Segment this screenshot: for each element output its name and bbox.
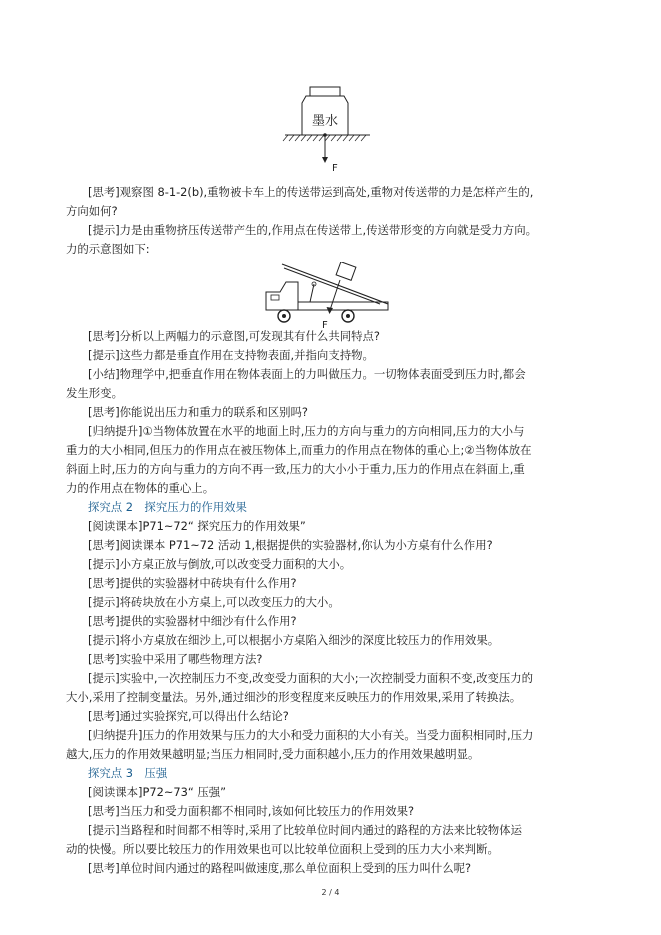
paragraph	[88, 403, 633, 422]
text-line: [思考]你能说出压力和重力的联系和区别吗?	[88, 405, 308, 419]
text-line: [思考]分析以上两幅力的示意图,可发现其有什么共同特点?	[88, 329, 380, 343]
bottle-cap	[310, 87, 340, 96]
text-line: 力的作用点在物体的重心上。	[66, 481, 215, 495]
text-line: [归纳提升]压力的作用效果与压力的大小和受力面积的大小有关。当受力面积相同时,压力	[88, 728, 534, 742]
text-line: [提示]将小方桌放在细沙上,可以根据小方桌陷入细沙的深度比较压力的作用效果。	[88, 633, 500, 647]
paragraph	[88, 631, 633, 650]
text-line: [小结]物理学中,把垂直作用在物体表面上的力叫做压力。一切物体表面受到压力时,都会	[88, 367, 526, 381]
text-line: [思考]通过实验探究,可以得出什么结论?	[88, 709, 289, 723]
text-line: 重力的大小相同,但压力的作用点在被压物体上,而重力的作用点在物体的重心上;②当物体放在	[66, 443, 532, 457]
text-line: [阅读课本]P72~73“ 压强”	[88, 785, 227, 799]
heading-text: 探究点 3 压强	[88, 766, 168, 780]
paragraph	[88, 346, 633, 365]
text-line: 发生形变。	[66, 386, 123, 400]
text-line: 动的快慢。所以要比较压力的作用效果也可以比较单位面积上受到的压力大小来判断。	[66, 842, 499, 856]
paragraph	[88, 327, 633, 346]
paragraph	[66, 183, 633, 221]
text-line: [思考]提供的实验器材中砖块有什么作用?	[88, 576, 297, 590]
text-line: 越大,压力的作用效果越明显;当压力相同时,受力面积越小,压力的作用效果越明显。	[66, 747, 480, 761]
text-line: [提示]小方桌正放与倒放,可以改变受力面积的大小。	[88, 557, 352, 571]
force-arrowhead-1	[322, 157, 328, 163]
text-line: [提示]这些力都是垂直作用在支持物表面,并指向支持物。	[88, 348, 374, 362]
force-label-1: F	[332, 163, 338, 173]
text-line: [思考]提供的实验器材中细沙有什么作用?	[88, 614, 297, 628]
text-line: [思考]实验中采用了哪些物理方法?	[88, 652, 263, 666]
text-line: [提示]力是由重物挤压传送带产生的,作用点在传送带上,传送带形变的方向就是受力方向。	[88, 223, 537, 237]
text-line: [思考]观察图 8-1-2(b),重物被卡车上的传送带运到高处,重物对传送带的力是怎样产生的,	[88, 185, 534, 199]
text-line: [提示]将砖块放在小方桌上,可以改变压力的大小。	[88, 595, 340, 609]
text-line: 方向如何?	[66, 204, 118, 218]
heading-text: 探究点 2 探究压力的作用效果	[88, 500, 247, 514]
ink-bottle-figure	[280, 85, 375, 173]
paragraph	[66, 365, 633, 403]
text-line: 力的示意图如下:	[66, 242, 150, 256]
paragraph	[88, 783, 633, 802]
paragraph	[88, 612, 633, 631]
text-line: [提示]当路程和时间都不相等时,采用了比较单位时间内通过的路程的方法来比较物体运	[88, 823, 522, 837]
paragraph	[88, 536, 633, 555]
text-line: [提示]实验中,一次控制压力不变,改变受力面积的大小;一次控制受力面积不变,改变压力的	[88, 671, 534, 685]
document-body	[66, 183, 633, 878]
ink-label: 墨水	[311, 114, 339, 129]
force-label-2: F	[322, 320, 328, 331]
section-heading	[88, 498, 633, 517]
text-line: [思考]当压力和受力面积都不相同时,该如何比较压力的作用效果?	[88, 804, 415, 818]
text-line: [思考]阅读课本 P71~72 活动 1,根据提供的实验器材,你认为小方桌有什么作用?	[88, 538, 493, 552]
text-line: [归纳提升]①当物体放置在水平的地面上时,压力的方向与重力的方向相同,压力的大小与	[88, 424, 525, 438]
section-heading	[88, 764, 633, 783]
text-line: 斜面上时,压力的方向与重力的方向不再一致,压力的大小小于重力,压力的作用点在斜面上,重	[66, 462, 525, 476]
paragraph	[88, 802, 633, 821]
paragraph	[88, 859, 633, 878]
paragraph	[66, 726, 633, 764]
force-point-1	[323, 133, 327, 137]
paragraph	[88, 555, 633, 574]
paragraph	[66, 821, 633, 859]
paragraph	[66, 422, 633, 498]
page-number: 2 / 4	[321, 888, 340, 897]
paragraph	[88, 574, 633, 593]
paragraph	[88, 707, 633, 726]
paragraph	[66, 669, 633, 707]
text-line: 大小,采用了控制变量法。另外,通过细沙的形变程度来反映压力的作用效果,采用了转换法。	[66, 690, 522, 704]
paragraph	[66, 221, 633, 259]
text-line: [阅读课本]P71~72“ 探究压力的作用效果”	[88, 519, 306, 533]
paragraph	[88, 650, 633, 669]
paragraph	[88, 593, 633, 612]
text-line: [思考]单位时间内通过的路程叫做速度,那么单位面积上受到的压力叫什么呢?	[88, 861, 472, 875]
paragraph	[88, 517, 633, 536]
